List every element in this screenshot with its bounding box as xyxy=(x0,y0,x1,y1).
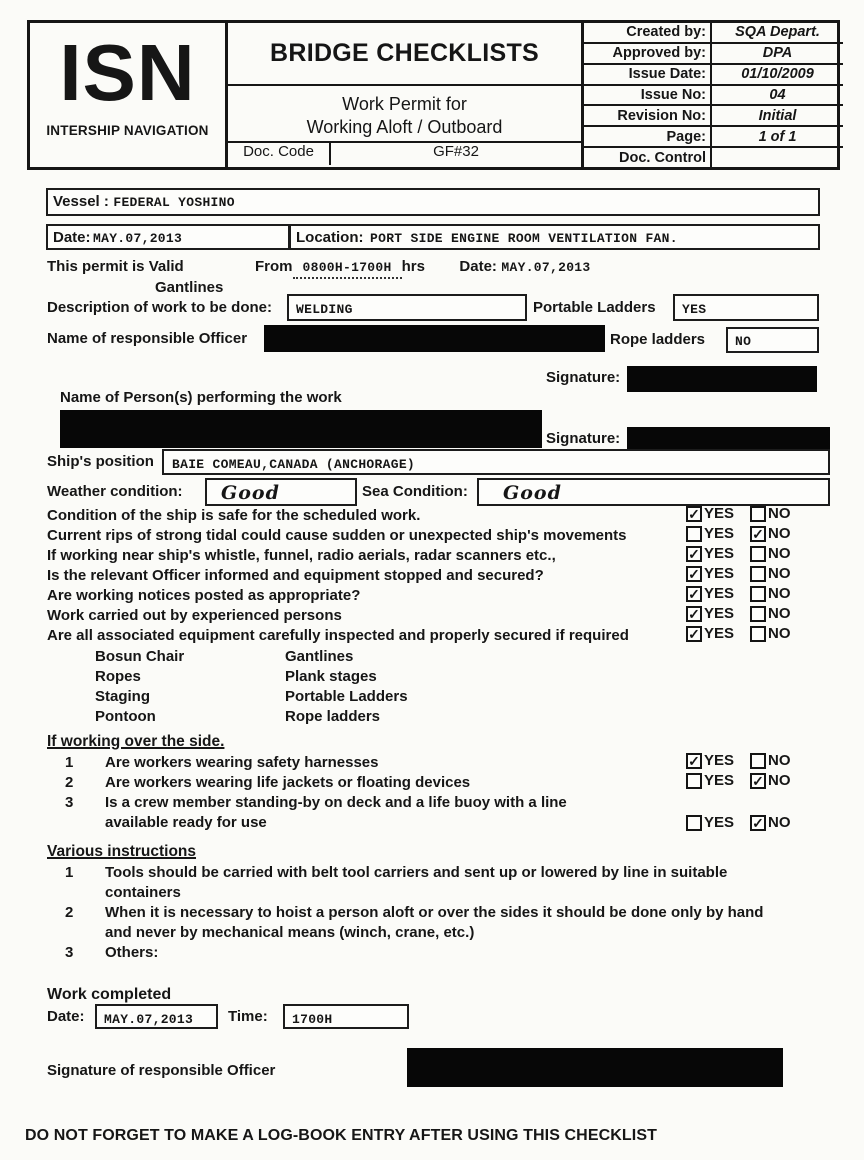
no-label: NO xyxy=(768,545,791,562)
no-label: NO xyxy=(768,752,791,769)
no-label: NO xyxy=(768,525,791,542)
over-side-item-text: Are workers wearing safety harnesses xyxy=(105,754,379,771)
from-value: 0800H-1700H xyxy=(302,260,392,275)
subtitle-line2: Working Aloft / Outboard xyxy=(306,117,503,137)
title-cell xyxy=(228,23,581,167)
ship-position-field xyxy=(162,449,830,475)
over-side-item-text: Is a crew member standing-by on deck and a life buoy with a line xyxy=(105,794,567,811)
permit-date-value: MAY.07,2013 xyxy=(501,260,591,275)
meta-row-issue-no xyxy=(584,86,843,107)
document-subtitle xyxy=(228,86,581,143)
meta-value: Initial xyxy=(758,107,797,124)
yes-label: YES xyxy=(704,545,735,562)
completed-time-label: Time: xyxy=(228,1008,268,1025)
date-value: MAY.07,2013 xyxy=(93,231,183,246)
yes-label: YES xyxy=(704,625,735,642)
checklist-yn-3 xyxy=(686,545,791,562)
checklist-yn-5 xyxy=(686,585,791,602)
yes-label: YES xyxy=(704,772,735,789)
meta-row-revision xyxy=(584,106,843,127)
doc-code-value: GF#32 xyxy=(433,143,479,160)
yes-checkbox xyxy=(686,815,702,831)
over-side-item-text: Are workers wearing life jackets or floating devices xyxy=(105,774,471,791)
gantlines-note: Gantlines xyxy=(155,279,224,296)
ship-position-value: BAIE COMEAU,CANADA (ANCHORAGE) xyxy=(172,457,416,472)
equipment-item: Pontoon xyxy=(95,708,156,725)
company-logo: ISN xyxy=(59,28,196,117)
meta-value: 04 xyxy=(769,87,786,103)
document-title: BRIDGE CHECKLISTS xyxy=(228,23,581,86)
item-number: 3 xyxy=(65,944,74,961)
signature1-redacted xyxy=(627,366,817,392)
checklist-item-text: Work carried out by experienced persons xyxy=(47,607,342,624)
meta-label: Issue Date: xyxy=(584,65,712,84)
no-label: NO xyxy=(768,814,791,831)
ship-position-label: Ship's position xyxy=(47,453,154,470)
yes-label: YES xyxy=(704,585,735,602)
yes-checkbox: ✓ xyxy=(686,626,702,642)
checklist-item-text: Is the relevant Officer informed and equipment stopped and secured? xyxy=(47,567,544,584)
no-checkbox xyxy=(750,546,766,562)
yes-checkbox xyxy=(686,773,702,789)
date-label: Date: xyxy=(53,229,91,246)
doc-code-row xyxy=(228,143,581,165)
no-checkbox xyxy=(750,506,766,522)
weather-value: Good xyxy=(221,482,280,504)
subtitle-line1: Work Permit for xyxy=(342,94,467,114)
equipment-item: Bosun Chair xyxy=(95,648,185,665)
rope-ladders-label: Rope ladders xyxy=(610,331,706,348)
description-field xyxy=(287,294,527,321)
no-checkbox: ✓ xyxy=(750,773,766,789)
yes-label: YES xyxy=(704,505,735,522)
yes-label: YES xyxy=(704,605,735,622)
cell-divider xyxy=(288,226,291,248)
rope-ladders-value: NO xyxy=(735,334,752,349)
completed-signature-redacted xyxy=(407,1048,783,1087)
signature2-label: Signature: xyxy=(546,430,621,447)
persons-names-redacted xyxy=(60,410,542,448)
meta-row-issue-date xyxy=(584,65,843,86)
hrs-label: hrs xyxy=(401,258,425,275)
meta-label: Created by: xyxy=(584,23,712,42)
checklist-item-text: Current rips of strong tidal could cause sudden or unexpected ship's movements xyxy=(47,527,627,544)
no-label: NO xyxy=(768,625,791,642)
no-checkbox xyxy=(750,753,766,769)
equipment-item: Portable Ladders xyxy=(285,688,408,705)
company-name: INTERSHIP NAVIGATION xyxy=(46,123,209,138)
completed-date-value: MAY.07,2013 xyxy=(104,1012,194,1027)
no-checkbox xyxy=(750,626,766,642)
checklist-item-text: Are working notices posted as appropriate? xyxy=(47,587,361,604)
meta-value: DPA xyxy=(762,45,793,62)
checklist-yn-4 xyxy=(686,565,791,582)
vessel-value: FEDERAL YOSHINO xyxy=(113,195,235,210)
checklist-item-text: If working near ship's whistle, funnel, radio aerials, radar scanners etc., xyxy=(47,547,556,564)
item-number: 3 xyxy=(65,794,74,811)
instruction-text: containers xyxy=(105,884,181,901)
no-checkbox: ✓ xyxy=(750,815,766,831)
no-checkbox xyxy=(750,566,766,582)
persons-label: Name of Person(s) performing the work xyxy=(60,389,342,406)
sea-value: Good xyxy=(503,482,562,504)
over-side-yn-2 xyxy=(686,772,791,789)
yes-checkbox: ✓ xyxy=(686,753,702,769)
portable-ladders-field xyxy=(673,294,819,321)
header-table xyxy=(27,20,840,170)
permit-date-label: Date: xyxy=(459,258,497,275)
yes-checkbox: ✓ xyxy=(686,606,702,622)
completed-time-field xyxy=(283,1004,409,1029)
completed-date-field xyxy=(95,1004,218,1029)
yes-checkbox: ✓ xyxy=(686,586,702,602)
doc-code-label: Doc. Code xyxy=(228,143,331,165)
footer-note: DO NOT FORGET TO MAKE A LOG-BOOK ENTRY AFTER USING THIS CHECKLIST xyxy=(25,1127,657,1144)
meta-row-approved xyxy=(584,44,843,65)
date-location-row xyxy=(46,224,820,250)
location-label: Location: xyxy=(296,229,364,246)
from-label: From xyxy=(255,258,293,275)
no-checkbox: ✓ xyxy=(750,526,766,542)
over-side-yn-1 xyxy=(686,752,791,769)
checklist-yn-2 xyxy=(686,525,791,542)
meta-table xyxy=(581,23,843,167)
permit-valid-times xyxy=(255,258,591,279)
checklist-yn-1 xyxy=(686,505,791,522)
yes-label: YES xyxy=(704,565,735,582)
meta-value: SQA Depart. xyxy=(735,24,820,41)
meta-value: 1 of 1 xyxy=(758,128,797,145)
vessel-label: Vessel : xyxy=(53,193,109,210)
yes-label: YES xyxy=(704,814,735,831)
equipment-item: Staging xyxy=(95,688,150,705)
no-label: NO xyxy=(768,605,791,622)
over-side-item-text2: available ready for use xyxy=(105,814,267,831)
completed-signature-label: Signature of responsible Officer xyxy=(47,1062,276,1079)
signature1-label: Signature: xyxy=(546,369,621,386)
equipment-item: Ropes xyxy=(95,668,141,685)
meta-value: 01/10/2009 xyxy=(741,66,814,83)
checklist-yn-7 xyxy=(686,625,791,642)
over-side-heading: If working over the side. xyxy=(47,733,225,750)
no-checkbox xyxy=(750,586,766,602)
weather-label: Weather condition: xyxy=(47,483,183,500)
checklist-item-text: Condition of the ship is safe for the scheduled work. xyxy=(47,507,421,524)
instructions-heading: Various instructions xyxy=(47,843,197,860)
yes-checkbox: ✓ xyxy=(686,506,702,522)
description-label: Description of work to be done: xyxy=(47,299,273,316)
yes-label: YES xyxy=(704,525,735,542)
item-number: 1 xyxy=(65,754,74,771)
instruction-text: When it is necessary to hoist a person aloft or over the sides it should be done only by hand xyxy=(105,904,764,921)
permit-valid-label: This permit is Valid xyxy=(47,258,184,275)
work-completed-heading: Work completed xyxy=(47,986,172,1003)
equipment-item: Plank stages xyxy=(285,668,377,685)
item-number: 2 xyxy=(65,774,74,791)
meta-label: Approved by: xyxy=(584,44,712,63)
no-label: NO xyxy=(768,772,791,789)
portable-ladders-label: Portable Ladders xyxy=(533,299,656,316)
meta-row-created xyxy=(584,23,843,44)
meta-label: Issue No: xyxy=(584,86,712,105)
no-label: NO xyxy=(768,505,791,522)
no-label: NO xyxy=(768,585,791,602)
location-value: PORT SIDE ENGINE ROOM VENTILATION FAN. xyxy=(370,231,678,246)
instruction-text: Others: xyxy=(105,944,159,961)
completed-time-value: 1700H xyxy=(292,1012,333,1027)
yes-label: YES xyxy=(704,752,735,769)
portable-ladders-value: YES xyxy=(682,302,707,317)
yes-checkbox: ✓ xyxy=(686,546,702,562)
description-value: WELDING xyxy=(296,302,353,317)
meta-label: Page: xyxy=(584,127,712,146)
logo-cell xyxy=(30,23,228,167)
yes-checkbox xyxy=(686,526,702,542)
sea-label: Sea Condition: xyxy=(362,483,468,500)
equipment-item: Rope ladders xyxy=(285,708,381,725)
completed-date-label: Date: xyxy=(47,1008,85,1025)
over-side-yn-3 xyxy=(686,814,791,831)
no-checkbox xyxy=(750,606,766,622)
sea-field xyxy=(477,478,830,506)
no-label: NO xyxy=(768,565,791,582)
vessel-field xyxy=(46,188,820,216)
doc-control-label: Doc. Control xyxy=(584,148,712,167)
officer-name-redacted xyxy=(264,325,605,352)
meta-label: Revision No: xyxy=(584,106,712,125)
meta-row-page xyxy=(584,127,843,148)
officer-label: Name of responsible Officer xyxy=(47,330,248,347)
weather-field xyxy=(205,478,357,506)
rope-ladders-field xyxy=(726,327,819,353)
equipment-item: Gantlines xyxy=(285,648,354,665)
yes-checkbox: ✓ xyxy=(686,566,702,582)
item-number: 2 xyxy=(65,904,74,921)
item-number: 1 xyxy=(65,864,74,881)
checklist-item-text: Are all associated equipment carefully inspected and properly secured if required xyxy=(47,627,629,644)
instruction-text: Tools should be carried with belt tool carriers and sent up or lowered by line in suitable xyxy=(105,864,728,881)
checklist-yn-6 xyxy=(686,605,791,622)
instruction-text: and never by mechanical means (winch, crane, etc.) xyxy=(105,924,475,941)
meta-row-doc-control xyxy=(584,148,843,167)
